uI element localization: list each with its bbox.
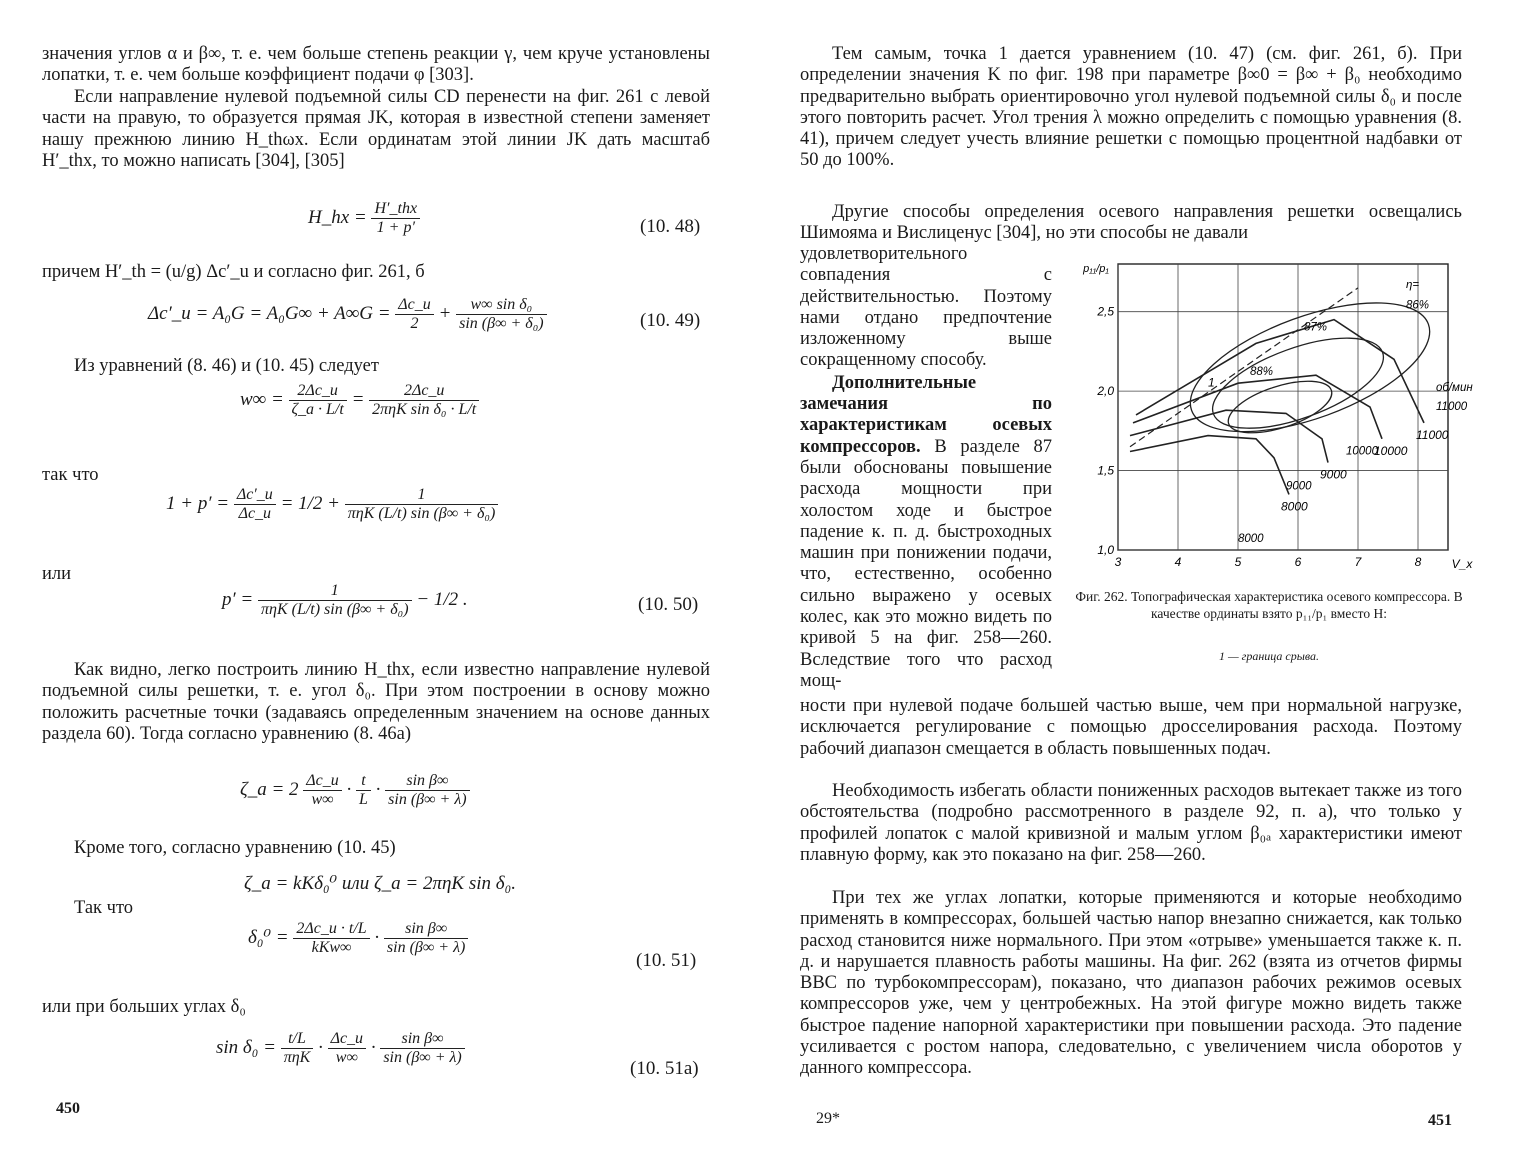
left-paragraph-8: Кроме того, согласно уравнению (10. 45) <box>74 838 396 858</box>
left-paragraph-10: или при больших углах δ₀ <box>42 997 246 1017</box>
y-tick-label: 1,5 <box>1097 463 1114 478</box>
left-paragraph-3: причем H′_th = (u/g) Δc′_u и согласно фиг. 261, б <box>42 262 425 282</box>
chart-annotation: 10000 <box>1346 445 1378 458</box>
y-tick-label: 2,5 <box>1097 304 1114 319</box>
signature-mark: 29* <box>816 1110 840 1127</box>
chart-annotation: η= <box>1406 278 1420 291</box>
speed-line <box>1130 436 1289 495</box>
chart-annotation: 88% <box>1250 366 1274 379</box>
right-paragraph-5: При тех же углах лопатки, которые применяются и которые необходимо применять в компрессорах, большей частью напор внезапно снижается, как только расход становится ниже нормального. При этом «отрыве» уменьшается также к. п. д. и нарушается плавность работы машины. На фиг. 262 (взята из отчетов фирмы BBC по турбокомпрессорам), показано, что диапазон рабочих режимов осевых компрессоров уже, чем у центробежных. На этой фигуре можно видеть также быстрое падение напорной характеристики при повышении расхода. Это падение усиливается с ростом напора, следовательно, с увеличением числа оборотов у данного компрессора. <box>800 888 1462 1079</box>
left-page <box>0 0 756 1154</box>
equation-number: (10. 51а) <box>630 1058 699 1079</box>
y-tick-label: 2,0 <box>1097 384 1114 399</box>
chart-annotation: об/мин <box>1436 382 1473 395</box>
left-paragraph-5: так что <box>42 465 99 485</box>
chart-annotation: 11000 <box>1436 401 1468 414</box>
equation-10-51a: sin δ₀ = $\frac{t/L}{\text{πηK}}$ · $\frac{\Delta c\_u}{w\infty}$ · $\frac{\text{sin β∞}}{\sin (\beta\infty + \lambda)}$ <box>216 1030 465 1067</box>
chart-annotation: 8000 <box>1238 533 1264 546</box>
right-paragraph-3b: В разделе 87 были обоснованы повышение расхода мощности при холостом ходе и быстрое падение к. п. д. быстроходных машин при понижении подачи, что, естественно, особенно сильно выражено у осевых колес, как это можно видеть по кривой 5 на фиг. 258—260. Вследствие того что расход мощ- <box>800 436 1053 691</box>
x-tick-label: 6 <box>1294 555 1302 569</box>
equation-10-49: Δc′_u = A₀G = A₀G∞ + A∞G = $\frac{\Delta c\_u}{2}$ + $\frac{\text{w∞ sin δ₀}}{\text{sin (β∞ + δ₀)}}$ <box>148 296 547 333</box>
figure-caption-note: 1 — граница срыва. <box>1218 649 1320 663</box>
surge-line-label: 1 <box>1208 375 1215 390</box>
x-tick-label: 8 <box>1414 555 1422 569</box>
equation-10-50: p′ = $\frac{1}{\text{πηK (L/t) sin (β∞ + δ₀)}}$ − 1/2 . <box>222 582 468 618</box>
right-paragraph-3-wrap <box>800 244 1052 692</box>
speed-line <box>1136 320 1424 423</box>
x-tick-label: 7 <box>1354 555 1362 569</box>
equation-10-51: δ₀⁰ = $\frac{2\Delta c\_u \cdot t/L}{\text{kKw∞}}$ · $\frac{\text{sin β∞}}{\sin (\beta\infty + \lambda)}$ <box>248 920 468 957</box>
right-paragraph-3c: ности при нулевой подаче большей частью выше, чем при нормальной нагрузке, исключается регулирование с помощью дросселирования расхода. Поэтому рабочий диапазон смещается в область повышенных подач. <box>800 696 1462 759</box>
chart-annotation: 86% <box>1406 299 1430 312</box>
left-paragraph-6: или <box>42 564 72 584</box>
y-axis-label: p₁₁/p₁ <box>1083 263 1109 275</box>
equation-number: (10. 51) <box>636 950 697 971</box>
page-number: 451 <box>1428 1112 1452 1129</box>
chart-annotation: 9000 <box>1286 480 1312 493</box>
equation-10-48: H_hx = $\frac{\text{H′\_thx}}{1 + p'}$ <box>308 200 420 237</box>
equation-w-infinity: w∞ = $\frac{2\Delta c\_u}{\zeta\_a \cdot L/t}$ = $\frac{2\Delta c\_u}{\text{2πηK sin δ₀ · L/t}}$ <box>240 382 479 419</box>
chart-annotation: 87% <box>1304 321 1328 334</box>
x-tick-label: 5 <box>1234 555 1242 569</box>
speed-line-label: 9000 <box>1320 467 1347 482</box>
speed-line <box>1133 375 1382 439</box>
right-paragraph-3a: удовлетворительного совпадения с действительностью. Поэтому нами отдано предпочтение изложенному выше сокращенному способу. <box>800 244 1052 371</box>
y-tick-label: 1,0 <box>1097 543 1114 557</box>
right-paragraph-1: Тем самым, точка 1 дается уравнением (10. 47) (см. фиг. 261, б). При определении значения K по фиг. 198 при параметре β∞0 = β∞ + β₀ необходимо предварительно выбрать ориентировочно угол нулевой подъемной силы δ₀ и после этого повторить расчет. Угол трения λ можно определить с помощью уравнения (8. 41), причем следует учесть влияние решетки с помощью процентной надбавки от 50 до 100%. <box>800 44 1462 171</box>
equation-zeta-a-2: ζ_a = kKδ₀⁰ или ζ_a = 2πηK sin δ₀. <box>244 873 516 894</box>
right-paragraph-2: Другие способы определения осевого направления решетки освещались Шимояма и Вислиценус [304], но эти способы не давали <box>800 202 1462 244</box>
right-paragraph-4: Необходимость избегать области пониженных расходов вытекает также из того обстоятельства (подробно рассмотренного в разделе 92, п. а), что только у профилей лопаток с малой кривизной и малым углом β₀ₐ характеристики имеют плавную форму, как это показано на фиг. 258—260. <box>800 781 1462 865</box>
x-tick-label: 3 <box>1114 555 1122 569</box>
left-paragraph-2: Если направление нулевой подъемной силы CD перенести на фиг. 261 с левой части на правую, то образуется прямая JK, которая в известной степени заменяет нашу прежнюю линию H_thωx. Если ординатам этой линии JK дать масштаб H′_thx, то можно написать [304], [305] <box>42 87 710 171</box>
figure-caption: Фиг. 262. Топографическая характеристика осевого компрессора. В качестве ординаты взято p₁₁/p₁ вместо H: <box>1075 589 1463 621</box>
efficiency-contour <box>1222 371 1337 444</box>
left-paragraph-9: Так что <box>74 898 134 918</box>
right-page <box>756 0 1513 1154</box>
figure-262-chart <box>1074 250 1474 580</box>
section-heading: Дополнительные замечания по характеристикам осевых компрессоров. <box>800 372 1052 457</box>
left-paragraph-4: Из уравнений (8. 46) и (10. 45) следует <box>74 356 379 376</box>
speed-line-label: 8000 <box>1281 499 1308 514</box>
equation-1-plus-p: 1 + p′ = $\frac{\Delta c'\_u}{\Delta c\_u}$ = 1/2 + $\frac{1}{\text{πηK (L/t) sin (β∞ + δ₀)}}$ <box>166 486 498 523</box>
x-axis-label: V_x <box>1451 557 1473 571</box>
page-number: 450 <box>56 1100 80 1117</box>
x-tick-label: 4 <box>1174 555 1182 569</box>
speed-line-label: 11000 <box>1416 427 1449 442</box>
left-paragraph-7: Как видно, легко построить линию H_thx, если известно направление нулевой подъемной силы решетки, т. е. угол δ₀. При этом построении в основу можно положить расчетные точки (задаваясь определенным значением на основе данных раздела 60). Тогда согласно уравнению (8. 46а) <box>42 660 710 744</box>
left-paragraph-1: значения углов α и β∞, т. е. чем больше степень реакции γ, чем круче установлены лопатки, т. е. чем больше коэффициент подачи φ [303]. <box>42 44 710 86</box>
speed-line-label: 10000 <box>1374 443 1408 458</box>
equation-number: (10. 48) <box>640 216 701 237</box>
equation-number: (10. 49) <box>640 310 701 331</box>
equation-number: (10. 50) <box>638 594 699 615</box>
equation-zeta-a: ζ_a = 2 $\frac{\Delta c\_u}{w\infty}$ · $\frac{t}{L}$ · $\frac{\text{sin β∞}}{\sin (\beta\infty + \lambda)}$ <box>240 772 470 809</box>
